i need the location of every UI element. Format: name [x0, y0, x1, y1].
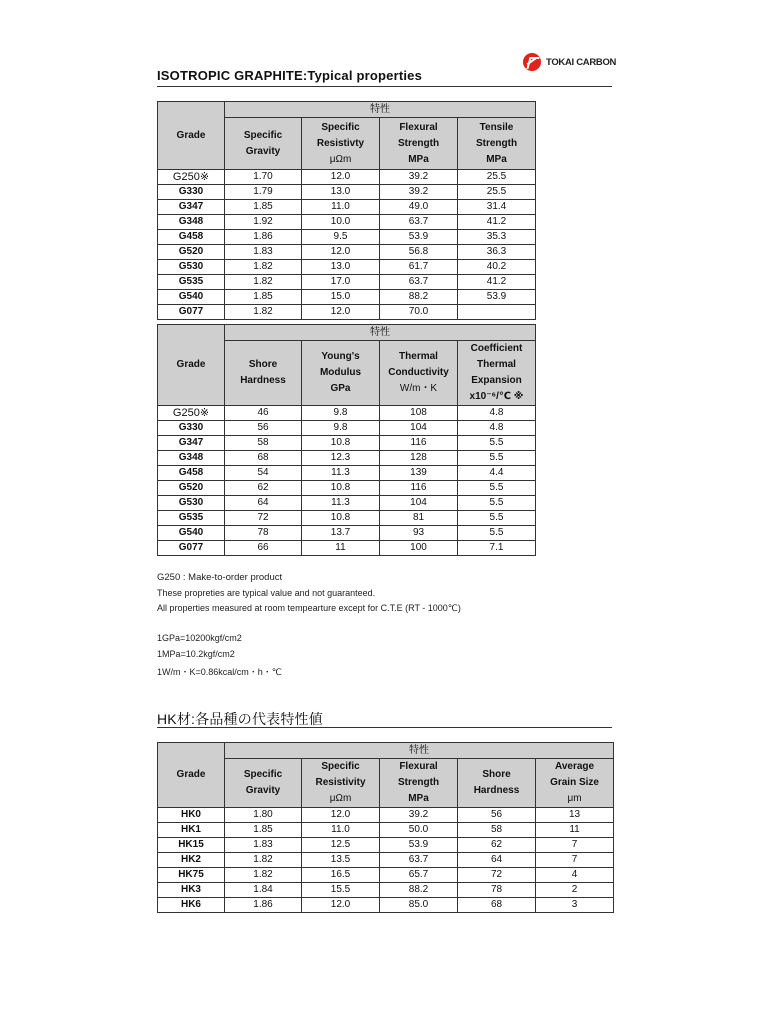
section-title-isotropic: ISOTROPIC GRAPHITE:Typical properties [157, 68, 423, 83]
grade-cell: G535 [158, 511, 225, 526]
value-cell: 78 [458, 883, 536, 898]
table-row [158, 868, 614, 883]
value-cell: 11.3 [302, 496, 380, 511]
col-header-flexural-strength: Flexural Strength MPa [380, 118, 458, 170]
col-header-grain-size: Average Grain Size μm [536, 759, 614, 808]
value-cell: 9.5 [302, 230, 380, 245]
value-cell: 1.83 [225, 838, 302, 853]
value-cell: 39.2 [380, 185, 458, 200]
table-row [158, 838, 614, 853]
grade-cell: G520 [158, 245, 225, 260]
column-headers [158, 759, 614, 808]
col-header-thermal-conductivity: Thermal Conductivity W/m・K [380, 341, 458, 406]
tokai-carbon-logo [523, 51, 616, 73]
table-row [158, 230, 536, 245]
value-cell: 12.0 [302, 305, 380, 320]
grade-cell: HK6 [158, 898, 225, 913]
value-cell: 63.7 [380, 853, 458, 868]
value-cell: 58 [225, 436, 302, 451]
value-cell: 1.82 [225, 275, 302, 290]
value-cell: 7.1 [458, 541, 536, 556]
value-cell: 54 [225, 466, 302, 481]
value-cell: 70.0 [380, 305, 458, 320]
value-cell: 10.8 [302, 511, 380, 526]
value-cell: 128 [380, 451, 458, 466]
value-cell: 64 [458, 853, 536, 868]
value-cell: 5.5 [458, 451, 536, 466]
value-cell: 58 [458, 823, 536, 838]
table-row [158, 170, 536, 185]
value-cell: 11 [302, 541, 380, 556]
value-cell: 13.7 [302, 526, 380, 541]
value-cell: 2 [536, 883, 614, 898]
grade-cell: G540 [158, 290, 225, 305]
value-cell: 78 [225, 526, 302, 541]
value-cell: 1.86 [225, 230, 302, 245]
value-cell: 1.82 [225, 868, 302, 883]
value-cell: 116 [380, 481, 458, 496]
value-cell: 11 [536, 823, 614, 838]
value-cell: 1.86 [225, 898, 302, 913]
table-row [158, 406, 536, 421]
brand-name: TOKAI CARBON [546, 56, 617, 68]
table-hk-body [158, 808, 614, 913]
value-cell: 63.7 [380, 215, 458, 230]
group-header: 特性 [225, 102, 536, 118]
grade-cell: G530 [158, 496, 225, 511]
title-rule [157, 86, 612, 87]
value-cell: 36.3 [458, 245, 536, 260]
grade-cell: G330 [158, 185, 225, 200]
col-header-specific-resistivity: Specific Resistivty μΩm [302, 118, 380, 170]
value-cell: 1.85 [225, 290, 302, 305]
table-row [158, 260, 536, 275]
col-header-shore-hardness: Shore Hardness [225, 341, 302, 406]
grade-cell: G458 [158, 230, 225, 245]
value-cell: 11.0 [302, 200, 380, 215]
value-cell: 12.0 [302, 170, 380, 185]
value-cell: 12.0 [302, 808, 380, 823]
note-typical: These propreties are typical value and not guaranteed. [157, 588, 376, 598]
value-cell: 1.82 [225, 853, 302, 868]
title-rule-2 [157, 727, 612, 728]
col-header-thermal-expansion: Coefficient Thermal Expansion x10⁻⁶/℃ ※ [458, 341, 536, 406]
value-cell: 93 [380, 526, 458, 541]
col-header-flexural-strength: Flexural Strength MPa [380, 759, 458, 808]
value-cell: 4 [536, 868, 614, 883]
col-header-shore-hardness: Shore Hardness [458, 759, 536, 808]
value-cell: 1.83 [225, 245, 302, 260]
group-header: 特性 [225, 325, 536, 341]
value-cell: 1.70 [225, 170, 302, 185]
table-row [158, 481, 536, 496]
grade-cell: HK2 [158, 853, 225, 868]
properties-table-1 [157, 101, 536, 320]
col-header-specific-gravity: Specific Gravity [225, 118, 302, 170]
value-cell: 1.82 [225, 260, 302, 275]
col-header-specific-resistivity: Specific Resistivity μΩm [302, 759, 380, 808]
value-cell: 41.2 [458, 215, 536, 230]
value-cell: 12.0 [302, 898, 380, 913]
value-cell: 104 [380, 496, 458, 511]
table-row [158, 853, 614, 868]
grade-cell: G250※ [158, 406, 225, 421]
value-cell: 31.4 [458, 200, 536, 215]
conversion-mpa: 1MPa=10.2kgf/cm2 [157, 649, 235, 659]
table-row [158, 451, 536, 466]
value-cell: 53.9 [380, 230, 458, 245]
value-cell: 13 [536, 808, 614, 823]
value-cell: 12.5 [302, 838, 380, 853]
note-measured: All properties measured at room tempearture except for C.T.E (RT - 1000℃) [157, 603, 461, 613]
table-row [158, 541, 536, 556]
value-cell: 56.8 [380, 245, 458, 260]
value-cell: 4.8 [458, 421, 536, 436]
value-cell: 85.0 [380, 898, 458, 913]
value-cell: 10.8 [302, 436, 380, 451]
table-row [158, 898, 614, 913]
table-row [158, 526, 536, 541]
value-cell: 4.4 [458, 466, 536, 481]
properties-table-hk [157, 742, 614, 913]
value-cell: 108 [380, 406, 458, 421]
value-cell: 68 [458, 898, 536, 913]
value-cell: 139 [380, 466, 458, 481]
grade-header: Grade [158, 102, 225, 170]
value-cell: 65.7 [380, 868, 458, 883]
value-cell: 49.0 [380, 200, 458, 215]
value-cell: 17.0 [302, 275, 380, 290]
value-cell: 16.5 [302, 868, 380, 883]
value-cell: 116 [380, 436, 458, 451]
value-cell: 1.85 [225, 200, 302, 215]
value-cell: 61.7 [380, 260, 458, 275]
value-cell: 46 [225, 406, 302, 421]
value-cell: 5.5 [458, 436, 536, 451]
table-1-body [158, 170, 536, 320]
value-cell: 72 [458, 868, 536, 883]
value-cell: 56 [225, 421, 302, 436]
value-cell: 56 [458, 808, 536, 823]
grade-cell: G077 [158, 305, 225, 320]
value-cell: 10.8 [302, 481, 380, 496]
value-cell: 7 [536, 853, 614, 868]
value-cell: 64 [225, 496, 302, 511]
table-row [158, 883, 614, 898]
value-cell: 9.8 [302, 406, 380, 421]
value-cell: 1.85 [225, 823, 302, 838]
value-cell: 4.8 [458, 406, 536, 421]
value-cell: 5.5 [458, 526, 536, 541]
grade-cell: G347 [158, 200, 225, 215]
value-cell: 25.5 [458, 185, 536, 200]
value-cell: 104 [380, 421, 458, 436]
grade-cell: G077 [158, 541, 225, 556]
value-cell: 88.2 [380, 883, 458, 898]
value-cell: 1.82 [225, 305, 302, 320]
grade-cell: G530 [158, 260, 225, 275]
value-cell: 12.0 [302, 245, 380, 260]
value-cell: 62 [225, 481, 302, 496]
value-cell: 1.79 [225, 185, 302, 200]
table-row [158, 290, 536, 305]
value-cell: 5.5 [458, 496, 536, 511]
value-cell: 41.2 [458, 275, 536, 290]
grade-cell: HK3 [158, 883, 225, 898]
grade-cell: HK0 [158, 808, 225, 823]
table-row [158, 466, 536, 481]
value-cell: 3 [536, 898, 614, 913]
value-cell: 12.3 [302, 451, 380, 466]
value-cell: 25.5 [458, 170, 536, 185]
grade-cell: G540 [158, 526, 225, 541]
grade-cell: G348 [158, 451, 225, 466]
col-header-specific-gravity: Specific Gravity [225, 759, 302, 808]
table-row [158, 305, 536, 320]
table-2-body [158, 406, 536, 556]
value-cell: 66 [225, 541, 302, 556]
conversion-thermal: 1W/m・K=0.86kcal/cm・h・℃ [157, 667, 282, 677]
value-cell: 88.2 [380, 290, 458, 305]
value-cell: 5.5 [458, 511, 536, 526]
value-cell: 35.3 [458, 230, 536, 245]
value-cell: 53.9 [458, 290, 536, 305]
value-cell: 1.80 [225, 808, 302, 823]
value-cell: 68 [225, 451, 302, 466]
table-row [158, 185, 536, 200]
table-row [158, 200, 536, 215]
table-row [158, 511, 536, 526]
value-cell: 72 [225, 511, 302, 526]
value-cell: 63.7 [380, 275, 458, 290]
value-cell: 13.0 [302, 185, 380, 200]
value-cell: 10.0 [302, 215, 380, 230]
value-cell: 11.3 [302, 466, 380, 481]
value-cell: 13.0 [302, 260, 380, 275]
group-header: 特性 [225, 743, 614, 759]
table-row [158, 823, 614, 838]
value-cell: 81 [380, 511, 458, 526]
value-cell: 50.0 [380, 823, 458, 838]
properties-table-2 [157, 324, 536, 556]
value-cell: 39.2 [380, 170, 458, 185]
value-cell: 11.0 [302, 823, 380, 838]
value-cell [458, 305, 536, 320]
grade-cell: HK75 [158, 868, 225, 883]
grade-cell: G250※ [158, 170, 225, 185]
value-cell: 39.2 [380, 808, 458, 823]
grade-cell: HK1 [158, 823, 225, 838]
value-cell: 40.2 [458, 260, 536, 275]
conversion-gpa: 1GPa=10200kgf/cm2 [157, 633, 242, 643]
value-cell: 53.9 [380, 838, 458, 853]
section-title-hk: HK材:各品種の代表特性値 [157, 711, 323, 727]
grade-cell: G330 [158, 421, 225, 436]
value-cell: 62 [458, 838, 536, 853]
grade-header: Grade [158, 325, 225, 406]
table-row [158, 496, 536, 511]
grade-cell: G535 [158, 275, 225, 290]
tokai-logo-icon [523, 53, 541, 71]
col-header-tensile-strength: Tensile Strength MPa [458, 118, 536, 170]
grade-cell: G520 [158, 481, 225, 496]
value-cell: 1.92 [225, 215, 302, 230]
table-row [158, 436, 536, 451]
table-row [158, 421, 536, 436]
grade-cell: G458 [158, 466, 225, 481]
table-row [158, 215, 536, 230]
table-row [158, 275, 536, 290]
value-cell: 5.5 [458, 481, 536, 496]
value-cell: 7 [536, 838, 614, 853]
note-g250: G250 : Make-to-order product [157, 572, 283, 583]
grade-cell: G348 [158, 215, 225, 230]
value-cell: 13.5 [302, 853, 380, 868]
table-row [158, 245, 536, 260]
grade-cell: G347 [158, 436, 225, 451]
value-cell: 15.0 [302, 290, 380, 305]
table-row [158, 808, 614, 823]
col-header-youngs-modulus: Young's Modulus GPa [302, 341, 380, 406]
grade-header: Grade [158, 743, 225, 808]
value-cell: 100 [380, 541, 458, 556]
value-cell: 15.5 [302, 883, 380, 898]
value-cell: 1.84 [225, 883, 302, 898]
grade-cell: HK15 [158, 838, 225, 853]
value-cell: 9.8 [302, 421, 380, 436]
